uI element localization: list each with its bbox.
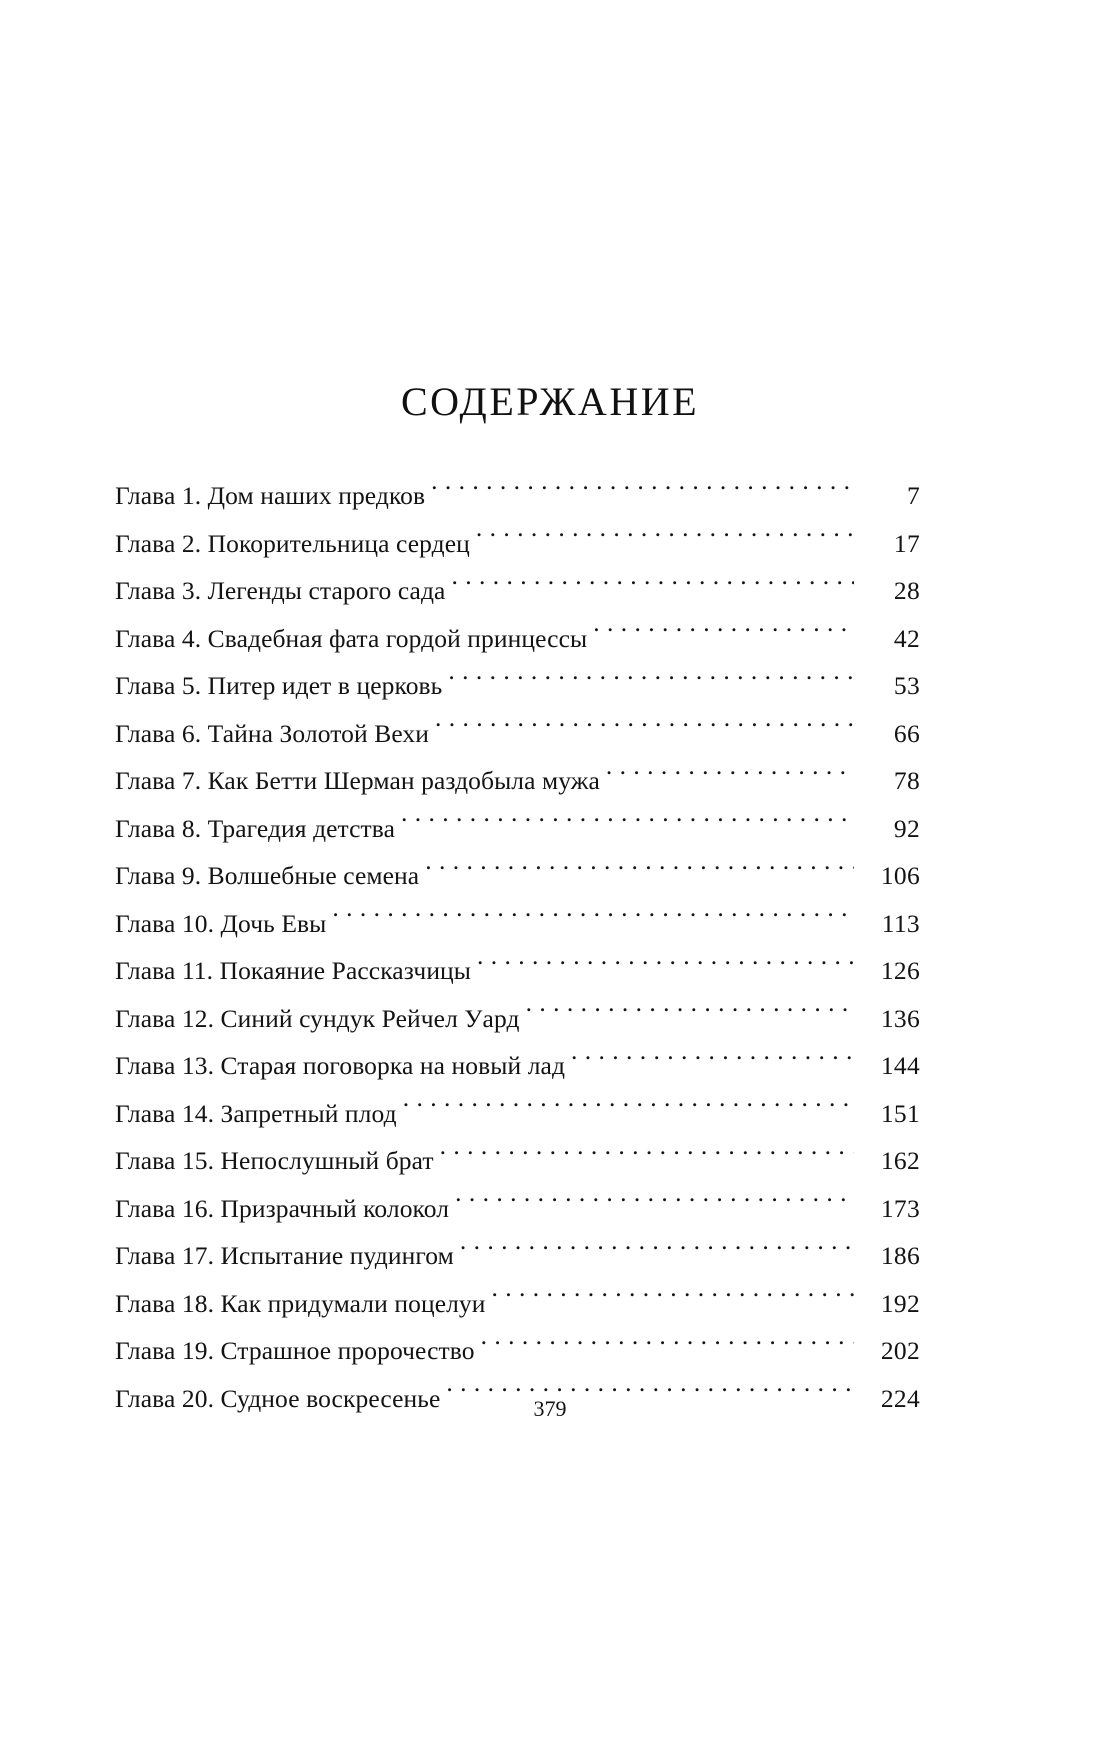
toc-entry-page-number: 78 <box>893 766 920 795</box>
toc-entry[interactable] <box>115 1327 920 1375</box>
toc-entry-label: Глава 3. Легенды старого сада <box>115 576 446 605</box>
toc-leader-dots <box>455 1191 854 1217</box>
toc-entry-label: Глава 16. Призрачный колокол <box>115 1193 450 1223</box>
toc-leader-dots <box>440 1144 854 1170</box>
toc-entry-label: Глава 4. Свадебная фата гордой принцессы <box>115 623 588 653</box>
toc-entry-label: Глава 17. Испытание пудингом <box>115 1241 454 1270</box>
toc-entry-page-number: 136 <box>880 1003 920 1033</box>
toc-entry-page-number: 53 <box>893 671 920 700</box>
toc-leader-dots <box>435 716 854 742</box>
toc-leader-dots <box>571 1049 854 1075</box>
toc-entry[interactable] <box>115 1280 920 1328</box>
toc-entry-page-number: 186 <box>880 1241 920 1270</box>
toc-entry[interactable] <box>115 615 920 663</box>
toc-entry-label: Глава 13. Старая поговорка на новый лад <box>115 1051 566 1080</box>
toc-entry[interactable] <box>115 1232 920 1280</box>
toc-leader-dots <box>492 1286 854 1312</box>
toc-leader-dots <box>401 811 854 837</box>
toc-entry-label: Глава 14. Запретный плод <box>115 1098 397 1128</box>
toc-entry[interactable] <box>115 900 920 948</box>
toc-entry-label: Глава 7. Как Бетти Шерман раздобыла мужа <box>115 766 600 795</box>
toc-leader-dots <box>526 1001 854 1027</box>
toc-leader-dots <box>425 859 854 885</box>
toc-leader-dots <box>481 1334 854 1360</box>
toc-entry-page-number: 106 <box>880 861 920 890</box>
toc-entry[interactable] <box>115 1090 920 1138</box>
toc-leader-dots <box>476 526 854 552</box>
toc-entry[interactable] <box>115 757 920 805</box>
toc-entry[interactable] <box>115 1185 920 1233</box>
toc-leader-dots <box>332 906 854 932</box>
toc-entry-page-number: 224 <box>880 1383 920 1413</box>
toc-entry-page-number: 126 <box>880 956 920 985</box>
toc-entry[interactable] <box>115 662 920 710</box>
page-folio-number: 379 <box>533 1396 567 1421</box>
toc-entry[interactable] <box>115 1042 920 1090</box>
toc-entry-page-number: 144 <box>880 1051 920 1080</box>
toc-entry[interactable] <box>115 567 920 615</box>
toc-entry-page-number: 42 <box>893 623 920 653</box>
toc-entry-page-number: 162 <box>880 1146 920 1175</box>
toc-leader-dots <box>451 574 854 600</box>
toc-entry-page-number: 151 <box>880 1098 920 1128</box>
toc-leader-dots <box>593 621 854 647</box>
toc-entry[interactable] <box>115 852 920 900</box>
toc-entry[interactable] <box>115 947 920 995</box>
toc-entry-label: Глава 19. Страшное пророчество <box>115 1336 475 1365</box>
toc-entry[interactable] <box>115 1137 920 1185</box>
toc-entry-label: Глава 18. Как придумали поцелуи <box>115 1288 486 1318</box>
toc-leader-dots <box>448 669 854 695</box>
toc-entry[interactable] <box>115 472 920 520</box>
toc-entry-label: Глава 20. Судное воскресенье <box>115 1383 441 1413</box>
toc-leader-dots <box>431 479 854 505</box>
toc-entry[interactable] <box>115 520 920 568</box>
toc-entry-label: Глава 9. Волшебные семена <box>115 861 420 890</box>
toc-entry-page-number: 192 <box>880 1288 920 1318</box>
toc-entry-label: Глава 5. Питер идет в церковь <box>115 671 443 700</box>
toc-entry-label: Глава 6. Тайна Золотой Вехи <box>115 718 430 748</box>
toc-entry-label: Глава 12. Синий сундук Рейчел Уард <box>115 1003 520 1033</box>
toc-entry-label: Глава 8. Трагедия детства <box>115 813 395 843</box>
toc-entry[interactable] <box>115 710 920 758</box>
toc-entry-page-number: 7 <box>906 481 920 510</box>
toc-entry-page-number: 17 <box>893 528 920 558</box>
toc-entry-label: Глава 2. Покорительница сердец <box>115 528 470 558</box>
table-of-contents-list <box>115 472 920 1422</box>
toc-entry-page-number: 173 <box>880 1193 920 1223</box>
toc-entry-label: Глава 1. Дом наших предков <box>115 481 426 510</box>
toc-entry-page-number: 202 <box>880 1336 920 1365</box>
toc-entry[interactable] <box>115 995 920 1043</box>
page-title: СОДЕРЖАНИЕ <box>400 379 700 424</box>
toc-leader-dots <box>460 1239 854 1265</box>
toc-entry-page-number: 92 <box>893 813 920 843</box>
toc-entry-label: Глава 10. Дочь Евы <box>115 908 327 938</box>
toc-entry-page-number: 66 <box>893 718 920 748</box>
toc-leader-dots <box>477 954 854 980</box>
toc-entry-page-number: 113 <box>881 908 920 938</box>
toc-leader-dots <box>403 1096 854 1122</box>
toc-entry-page-number: 28 <box>893 576 920 605</box>
toc-entry[interactable] <box>115 805 920 853</box>
toc-entry-label: Глава 11. Покаяние Рассказчицы <box>115 956 472 985</box>
toc-entry-label: Глава 15. Непослушный брат <box>115 1146 434 1175</box>
toc-leader-dots <box>606 764 854 790</box>
